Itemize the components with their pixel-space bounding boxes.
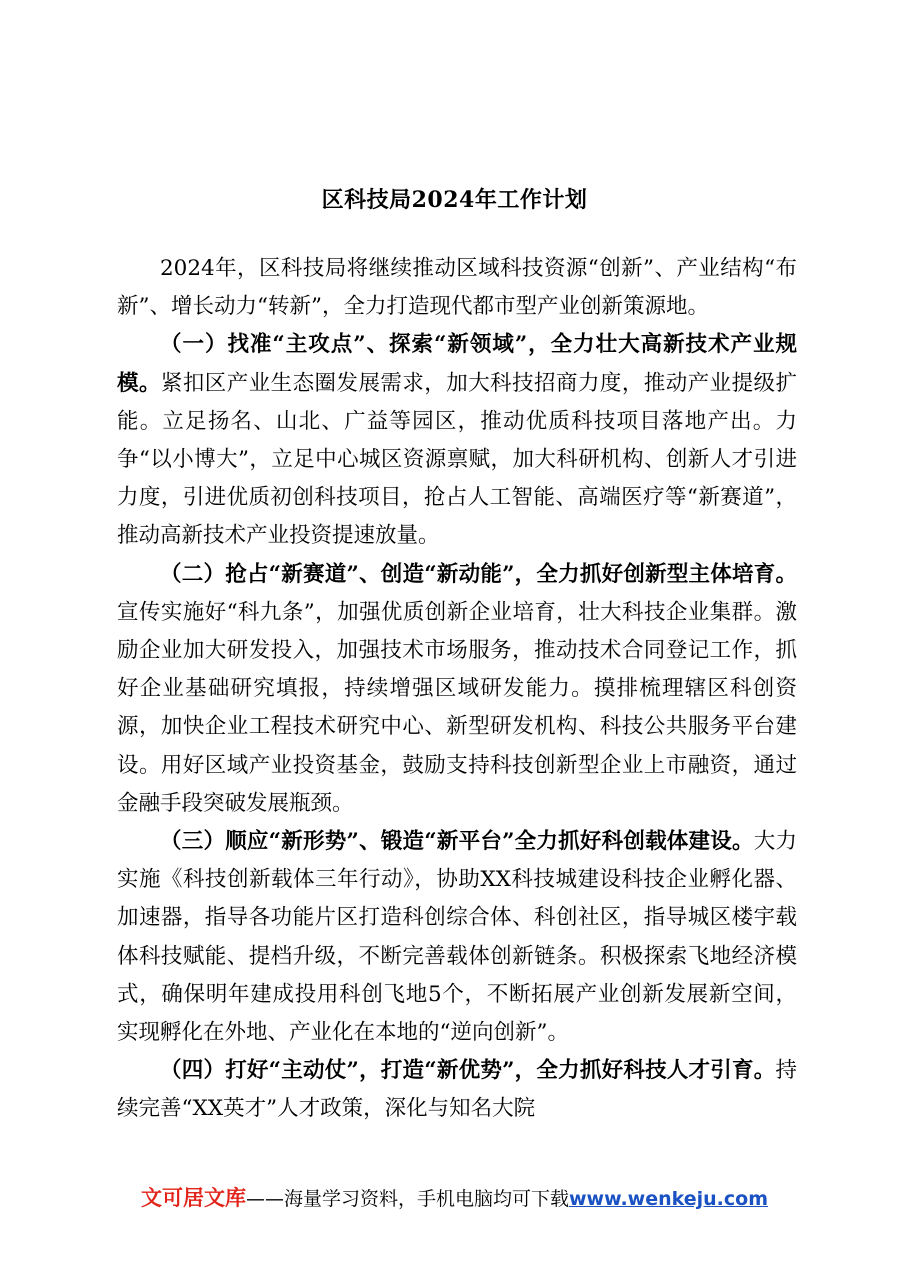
paragraph-section-2 <box>117 556 797 823</box>
paragraph-text: 持续完善“XX英才”人才政策，深化与知名大院 <box>117 1058 797 1122</box>
document-body <box>117 250 797 1129</box>
section-heading: （三）顺应“新形势”、锻造“新平台”全力抓好科创载体建设。 <box>160 829 754 855</box>
footer-banner <box>0 1183 909 1214</box>
paragraph-section-4 <box>117 1052 797 1128</box>
section-heading: （一）找准“主攻点”、探索“新领域”，全力壮大高新技术产业规模。 <box>117 332 797 396</box>
paragraph-text: 大力实施《科技创新载体三年行动》，协助XX科技城建设科技企业孵化器、加速器，指导各功能片区打造科创综合体、科创社区，指导城区楼宇载体科技赋能、提档升级，不断完善载体创新链条。积极探索飞地经济模式，确保明年建成投用科创飞地5个，不断拓展产业创新发展新空间，实现孵化在外地、产业化在本地的“逆向创新”。 <box>117 829 797 1046</box>
footer-tagline: 海量学习资料，手机电脑均可下载 <box>283 1188 569 1210</box>
paragraph-text: 紧扣区产业生态圈发展需求，加大科技招商力度，推动产业提级扩能。立足扬名、山北、广益等园区，推动优质科技项目落地产出。力争“以小博大”，立足中心城区资源禀赋，加大科研机构、创新人才引进力度，引进优质初创科技项目，抢占人工智能、高端医疗等“新赛道”，推动高新技术产业投资提速放量。 <box>117 370 797 549</box>
footer-brand: 文可居文库 <box>140 1186 246 1210</box>
section-heading: （二）抢占“新赛道”、创造“新动能”，全力抓好创新型主体培育。 <box>160 561 797 587</box>
paragraph-text: 2024年，区科技局将继续推动区域科技资源“创新”、产业结构“布新”、增长动力“转新”，全力打造现代都市型产业创新策源地。 <box>117 256 797 320</box>
footer-url-link[interactable]: www.wenkeju.com <box>569 1188 769 1210</box>
paragraph-section-3 <box>117 823 797 1052</box>
footer-dash: —— <box>245 1188 284 1210</box>
section-heading: （四）打好“主动仗”，打造“新优势”，全力抓好科技人才引育。 <box>160 1058 776 1084</box>
paragraph-intro <box>117 250 797 326</box>
paragraph-text: 宣传实施好“科九条”，加强优质创新企业培育，壮大科技企业集群。激励企业加大研发投入，加强技术市场服务，推动技术合同登记工作，抓好企业基础研究填报，持续增强区域研发能力。摸排梳理辖区科创资源，加快企业工程技术研究中心、新型研发机构、科技公共服务平台建设。用好区域产业投资基金，鼓励支持科技创新型企业上市融资，通过金融手段突破发展瓶颈。 <box>117 599 797 816</box>
document-title: 区科技局2024年工作计划 <box>321 187 588 213</box>
paragraph-section-1 <box>117 326 797 555</box>
